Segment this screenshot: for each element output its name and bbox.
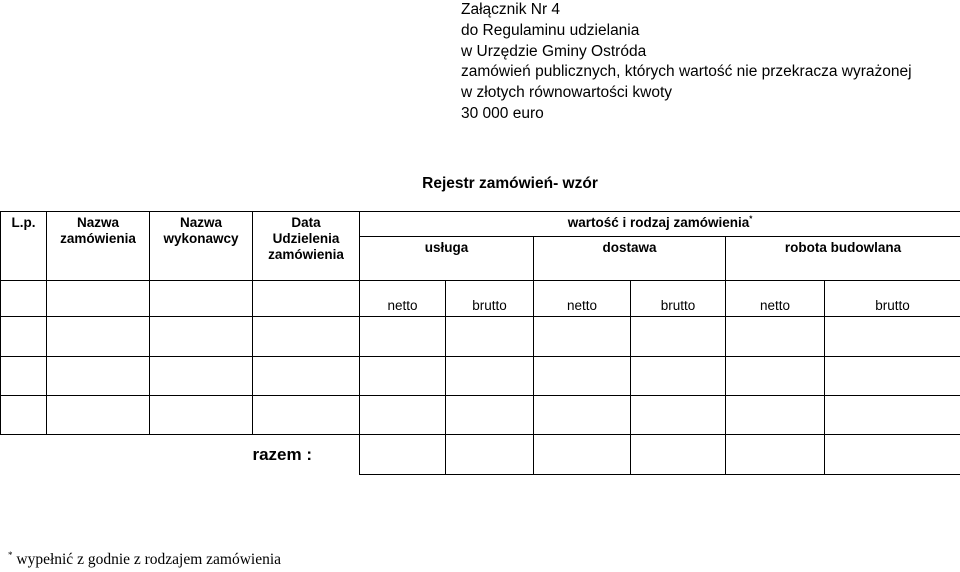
table-cell [1, 281, 47, 317]
register-table [0, 211, 960, 475]
table-cell [1, 317, 47, 357]
table-cell [1, 396, 47, 435]
total-cell [534, 435, 631, 475]
header-type-label: robota budowlana [784, 240, 902, 255]
header-text: wykonawcy [163, 231, 239, 246]
table-cell [534, 317, 631, 357]
attachment-line: w złotych równowartości kwoty [461, 84, 673, 102]
amount-brutto-label: brutto [446, 281, 534, 317]
table-cell [726, 317, 825, 357]
table-cell [1, 357, 47, 396]
amount-netto-label: netto [534, 281, 631, 317]
table-cell [47, 396, 150, 435]
table-cell [825, 357, 960, 396]
attachment-line: 30 000 euro [461, 104, 544, 122]
table-row [1, 396, 960, 435]
amount-header-row [1, 281, 960, 317]
header-lp [1, 212, 47, 281]
table-cell [150, 396, 253, 435]
header-text: Data [291, 215, 321, 230]
total-cell [825, 435, 960, 475]
table-row [1, 357, 960, 396]
amount-netto-label: netto [726, 281, 825, 317]
footnote-mark: * [8, 549, 13, 560]
table-cell [47, 435, 150, 475]
total-cell [631, 435, 726, 475]
table-cell [47, 357, 150, 396]
table-cell [150, 317, 253, 357]
attachment-line: Załącznik Nr 4 [461, 1, 561, 18]
table-cell [253, 317, 360, 357]
header-text: zamówienia [268, 247, 344, 262]
total-label: razem : [252, 444, 312, 464]
table-cell [150, 357, 253, 396]
table-cell [446, 357, 534, 396]
header-text: Nazwa [76, 215, 120, 230]
header-text: Udzielenia [272, 231, 340, 246]
table-cell [360, 396, 446, 435]
table-cell [253, 357, 360, 396]
header-dostawa [534, 237, 726, 281]
amount-brutto-label: brutto [631, 281, 726, 317]
footnote-mark: * [749, 214, 753, 224]
table-cell [534, 357, 631, 396]
header-text: Nazwa [179, 215, 223, 230]
table-cell [360, 357, 446, 396]
header-nazwa-wykonawcy [150, 212, 253, 281]
footnote-text: wypełnić z godnie z rodzajem zamówienia [16, 551, 282, 568]
total-cell [726, 435, 825, 475]
table-cell [726, 396, 825, 435]
total-cell [446, 435, 534, 475]
table-cell [825, 396, 960, 435]
table-cell [631, 396, 726, 435]
table-cell [631, 357, 726, 396]
table-cell [446, 396, 534, 435]
header-wartosc-label: wartość i rodzaj zamówienia [567, 215, 750, 230]
table-cell [360, 317, 446, 357]
attachment-line: zamówień publicznych, których wartość nie przekracza wyrażonej [461, 63, 912, 81]
amount-netto-label: netto [360, 281, 446, 317]
table-cell [446, 317, 534, 357]
attachment-header [461, 0, 912, 125]
header-nazwa-zamowienia [47, 212, 150, 281]
header-robota-budowlana [726, 237, 960, 281]
table-cell [150, 281, 253, 317]
table-row [1, 317, 960, 357]
page-title: Rejestr zamówień- wzór [422, 175, 598, 192]
attachment-line: w Urzędzie Gminy Ostróda [461, 42, 647, 60]
table-cell [253, 396, 360, 435]
table-cell [631, 317, 726, 357]
attachment-line: do Regulaminu udzielania [461, 21, 640, 39]
total-cell [360, 435, 446, 475]
header-type-label: usługa [424, 240, 469, 255]
header-wartosc [360, 212, 960, 237]
table-cell [825, 317, 960, 357]
table-cell [47, 317, 150, 357]
footnote [8, 551, 281, 569]
table-cell [253, 281, 360, 317]
table-cell [726, 357, 825, 396]
amount-brutto-label: brutto [825, 281, 960, 317]
table-cell [534, 396, 631, 435]
header-text: zamówienia [60, 231, 136, 246]
header-type-label: dostawa [602, 240, 657, 255]
total-row [1, 435, 960, 475]
table-cell [47, 281, 150, 317]
header-data [253, 212, 360, 281]
header-usluga [360, 237, 534, 281]
header-lp-label: L.p. [11, 215, 36, 230]
table-cell [1, 435, 47, 475]
